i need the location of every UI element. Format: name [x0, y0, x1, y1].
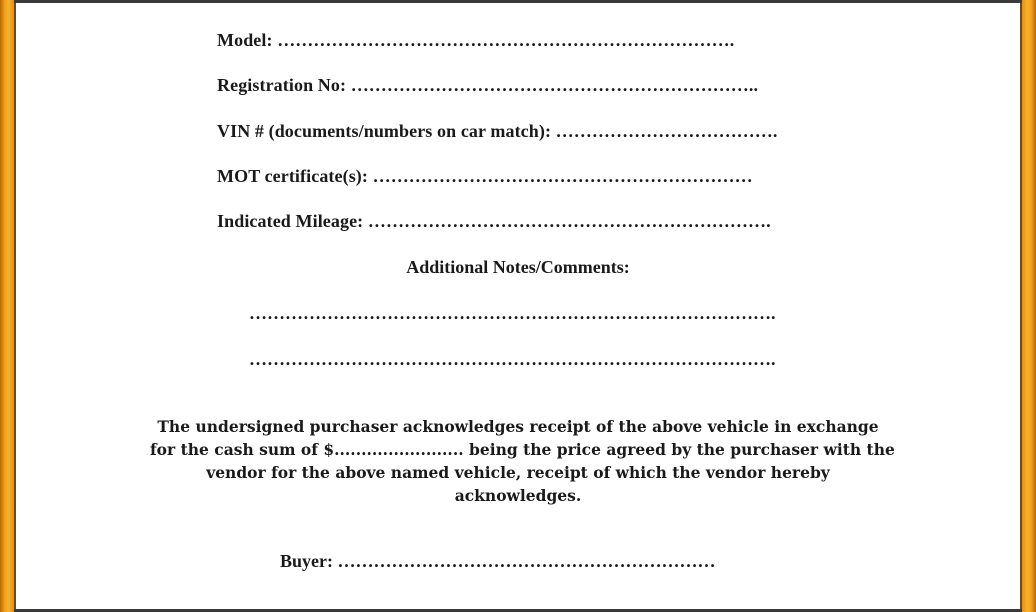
- registration-blank: …………………………………………………………..: [350, 75, 759, 95]
- vin-blank: ……………………………….: [555, 121, 778, 141]
- vin-label: VIN # (documents/numbers on car match):: [217, 121, 552, 141]
- model-field: [217, 30, 734, 51]
- acknowledgement-line: for the cash sum of $........................ being the price agreed by the purchaser with the: [150, 440, 895, 459]
- acknowledgement-line: The undersigned purchaser acknowledges receipt of the above vehicle in exchange: [157, 417, 879, 436]
- top-border: [14, 0, 1022, 3]
- model-blank: ………………………………………………………………….: [277, 30, 735, 50]
- registration-label: Registration No:: [217, 75, 347, 95]
- mot-label: MOT certificate(s):: [217, 166, 368, 186]
- left-border: [0, 0, 14, 612]
- notes-heading: Additional Notes/Comments:: [406, 257, 630, 277]
- vin-field: [217, 121, 777, 142]
- model-label: Model:: [217, 30, 273, 50]
- acknowledgement-paragraph: [150, 415, 895, 507]
- mot-field: [217, 166, 753, 187]
- buyer-field: [280, 551, 716, 572]
- buyer-blank: ………………………………………………………: [337, 551, 716, 571]
- mileage-label: Indicated Mileage:: [217, 211, 364, 231]
- mot-blank: ………………………………………………………: [372, 166, 753, 186]
- notes-blank-line: …………………………………………………………………………….: [249, 303, 776, 323]
- mileage-blank: ………………………………………………………….: [367, 211, 771, 231]
- mileage-field: [217, 211, 771, 232]
- buyer-label: Buyer:: [280, 551, 333, 571]
- acknowledgement-line: acknowledges.: [454, 486, 582, 505]
- acknowledgement-line: vendor for the above named vehicle, receipt of which the vendor hereby: [206, 463, 830, 482]
- notes-blank-line: …………………………………………………………………………….: [249, 349, 776, 369]
- right-border: [1022, 0, 1036, 612]
- registration-field: [217, 75, 758, 96]
